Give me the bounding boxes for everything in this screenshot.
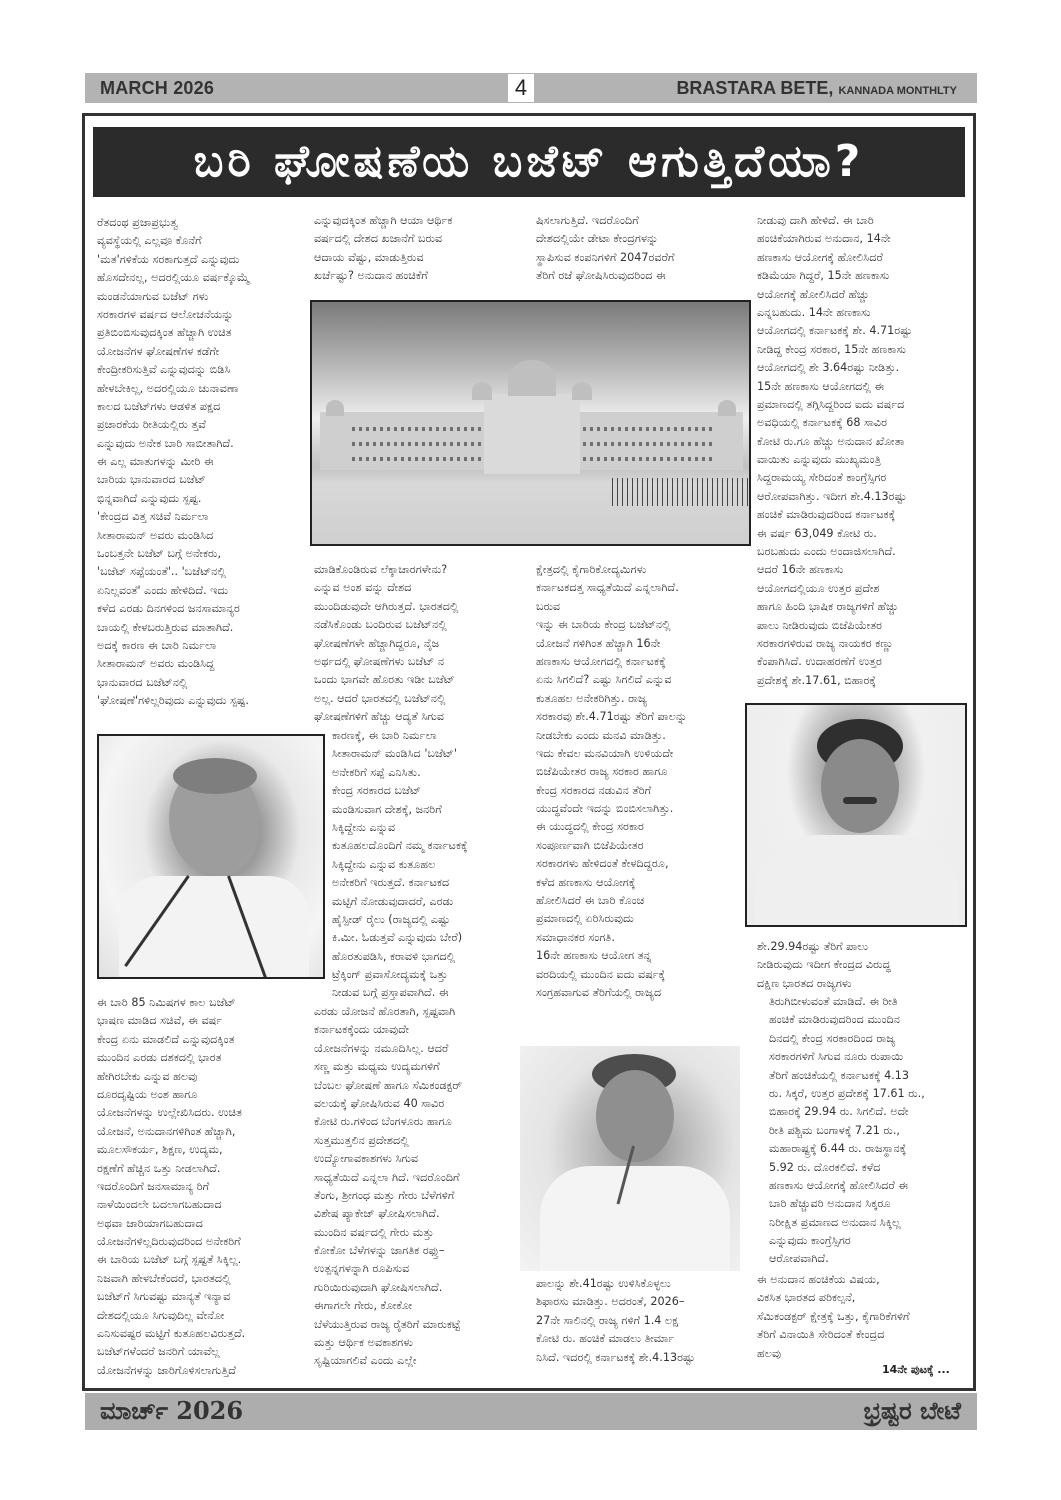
footer-date: ಮಾರ್ಚ್ 2026 <box>100 1396 244 1425</box>
text-line: ಎರಡು ಯೋಜನೆ ಹೊರತಾಗಿ, ಸ್ಪಷ್ಟವಾಗಿ <box>314 1005 456 1018</box>
text-line: ಇದು ಕೇವಲ ಮನವಿಯಾಗಿ ಉಳಿಯದೇ <box>536 746 674 760</box>
text-line: ಬಾರಿ ಹೆಚ್ಚುವರಿ ಅನುದಾನ ಸಿಕ್ಕರೂ <box>769 1197 891 1211</box>
text-line: ಕೇಂದ್ರ ಸರಕಾರದ ಬಜೆಟ್ <box>332 784 421 798</box>
hair-shape <box>173 758 257 794</box>
text-line: ಘೋಷಣೆಗಳಿಗೆ ಹೆಚ್ಚು ಆದ್ಯತೆ ಸಿಗುವ <box>314 710 445 724</box>
text-line: ರು. ಸಿಕ್ಕರೆ, ಉತ್ತರ ಪ್ರದೇಶಕ್ಕೆ 17.61 ರು., <box>769 1086 925 1100</box>
text-line: ಹಣಕಾಸು ಆಯೋಗದಲ್ಲಿ ಕರ್ನಾಟಕಕ್ಕೆ <box>536 654 666 668</box>
text-line: ದೇಶದಲ್ಲಿಯೇ ಡೇಟಾ ಕೇಂದ್ರಗಳನ್ನು <box>536 232 659 246</box>
text-line: ಸೀತಾರಾಮನ್ ಮಂಡಿಸಿದ 'ಬಜೆಟ್' <box>332 747 457 761</box>
text-line: ಭಿನ್ನವಾಗಿದೆ ಎನ್ನುವುದು ಸ್ಪಷ್ಟ. <box>97 491 202 505</box>
chief-minister-photo <box>97 734 325 979</box>
text-line: ಬಾರಿಯ ಭಾನುವಾರದ ಬಜೆಟ್ <box>97 473 206 487</box>
text-line: ಬೆಳೆಯುತ್ತಿರುವ ರಾಜ್ಯ ರೈತರಿಗೆ ಮಾರುಕಟ್ಟೆ <box>314 1317 461 1331</box>
text-line: ಈ ಬಾರಿ 85 ನಿಮಿಷಗಳ ಕಾಲ ಬಜೆಟ್ <box>97 996 236 1009</box>
text-line: ಅದಕ್ಕೆ ಕಾರಣ ಈ ಬಾರಿ ನಿರ್ಮಲಾ <box>97 638 217 652</box>
text-line: ನಡೆಸಿಕೊಂಡು ಬಂದಿರುವ ಬಜೆಟ್‌ನಲ್ಲಿ <box>314 618 447 632</box>
text-line: ವ್ಯವಸ್ಥೆಯಲ್ಲಿ ಎಲ್ಲವೂ ಕೊನೆಗೆ <box>97 234 202 248</box>
issue-date: MARCH 2026 <box>100 78 215 98</box>
text-line: ಕೋಕೋ ಬೆಳೆಗಳನ್ನು ಜಾಗತಿಕ ರಫ್ತು– <box>314 1244 445 1258</box>
text-line: ರಕ್ಷಣೆಗೆ ಹೆಚ್ಚಿನ ಒತ್ತು ನೀಡಲಾಗಿದೆ. <box>97 1161 221 1175</box>
text-line: ಪ್ರತಿಬಿಂಬಿಸುವುದಕ್ಕಿಂತ ಹೆಚ್ಚಾಗಿ ಉಚಿತ <box>97 326 232 340</box>
text-line: ನಿರೀಕ್ಷಿತ ಪ್ರಮಾಣದ ಅನುದಾನ ಸಿಕ್ಕಿಲ್ಲ <box>769 1215 901 1229</box>
text-line: ಈಗಾಗಲೇ ಗೇರು, ಕೋಕೋ <box>314 1299 413 1313</box>
column-1-bottom-text <box>97 994 245 1380</box>
text-line: ಆಯೋಗದಲ್ಲಿಯೂ ಉತ್ತರ ಪ್ರದೇಶ <box>757 581 880 595</box>
text-line: ಏನು ಸಿಗಲಿದೆ? ಎಷ್ಟು ಸಿಗಲಿದೆ ಎನ್ನುವ <box>536 673 672 687</box>
text-line: ವಿಶೇಷ ಪ್ಯಾಕೇಜ್ ಘೋಷಿಸಲಾಗಿದೆ. <box>314 1207 440 1221</box>
text-line: ಸೀತಾರಾಮನ್ ಅವರು ಮಂಡಿಸಿದ <box>97 528 214 542</box>
text-line: ಕೋಟಿ ರು.ಗೂ ಹೆಚ್ಚು ಅನುದಾನ ಖೋತಾ <box>757 434 905 448</box>
text-line: ಭಾಷಣ ಮಾಡಿದ ಸಚಿವೆ, ಈ ವರ್ಷ <box>97 1014 223 1028</box>
text-line: ಯುದ್ಧವೆಂದೇ ಇದನ್ನು ಬಿಂಬಿಸಲಾಗಿತ್ತು. <box>536 802 674 816</box>
text-line: ಟ್ರೆಕ್ಕಿಂಗ್ ಪ್ರವಾಸೋದ್ಯಮಕ್ಕೆ ಒತ್ತು <box>332 968 448 982</box>
text-line: ಗುರಿಯಿರುವುದಾಗಿ ಘೋಷಿಸಲಾಗಿದೆ. <box>314 1280 443 1294</box>
text-line: ತೆರಿಗೆ ಹಂಚಿಕೆಯಲ್ಲಿ ಕರ್ನಾಟಕಕ್ಕೆ 4.13 <box>769 1068 910 1082</box>
text-line: ಹಣಕಾಸು ಆಯೋಗಕ್ಕೆ ಹೋಲಿಸಿದರೆ ಈ <box>769 1178 909 1192</box>
text-line: ಬರುವ <box>536 599 561 613</box>
text-line: ಯೋಜನೆಗಳ ಘೋಷಣೆಗಳ ಕಡೆಗೇ <box>97 344 220 358</box>
text-line: ಅಥವಾ ಜಾರಿಯಾಗಬಹುದಾದ <box>97 1216 203 1230</box>
text-line: ಕಿ.ಮೀ. ಓಡುತ್ತವೆ ಎನ್ನುವುದು ಬೇರೆ) <box>332 931 463 945</box>
text-line: ದಕ್ಷಿಣ ಭಾರತದ ರಾಜ್ಯಗಳು <box>757 976 852 990</box>
text-line: ಹೈಸ್ಪೀಡ್ ರೈಲು (ರಾಜ್ಯದಲ್ಲಿ ಎಷ್ಟು <box>332 912 450 926</box>
footer-publication: ಭ್ರಷ್ಟರ ಬೇಟೆ <box>863 1396 961 1425</box>
text-line: ಆದಾಯ ವೆಷ್ಟು, ಮಾಡುತ್ತಿರುವ <box>314 250 424 264</box>
text-line: ಸಂಪೂರ್ಣವಾಗಿ ಬಿಜೆಪಿಯೇತರ <box>536 838 644 852</box>
text-line: ವರದಿಯಲ್ಲಿ ಮುಂದಿನ ಐದು ವರ್ಷಕ್ಕೆ <box>536 967 666 981</box>
central-portico <box>484 394 580 474</box>
text-line: ಸಾಧ್ಯತೆಯಿದೆ ಎನ್ನಲಾ ಗಿದೆ. ಇದರೊಂದಿಗೆ <box>314 1170 460 1184</box>
text-line: ಎನ್ನಬಹುದು. 14ನೇ ಹಣಕಾಸು <box>757 305 871 319</box>
article-headline: ಬರಿ ಘೋಷಣೆಯ ಬಜೆಟ್ ಆಗುತ್ತಿದೆಯಾ? <box>93 127 965 197</box>
text-line: ತಿರುಗಿಬೀಳುವಂತೆ ಮಾಡಿದೆ. ಈ ರೀತಿ <box>769 995 898 1008</box>
text-line: ಈ ಎಲ್ಲ ಮಾತುಗಳನ್ನು ಮೀರಿ ಈ <box>97 455 214 469</box>
text-line: ಕೋಟಿ ರು.ಗಳಿಂದ ಬೆಂಗಳೂರು ಹಾಗೂ <box>314 1115 452 1129</box>
central-dome <box>508 360 556 396</box>
text-line: ಕಾರಣಕ್ಕೆ, ಈ ಬಾರಿ ನಿರ್ಮಲಾ <box>332 729 437 742</box>
side-dome <box>572 382 592 400</box>
text-line: ಹಣಕಾಸು ಆಯೋಗಕ್ಕೆ ಹೋಲಿಸಿದರೆ <box>757 250 883 264</box>
text-line: ಬಿಹಾರಕ್ಕೆ 29.94 ರು. ಸಿಗಲಿದೆ. ಅದೇ <box>769 1105 909 1119</box>
text-line: ಆರೋಪವಾಗಿತ್ತು. ಇದೀಗ ಶೇ.4.13ರಷ್ಟು <box>757 489 907 503</box>
text-line: ಒಂಬತ್ತನೇ ಬಜೆಟ್ ಬಗ್ಗೆ ಅನೇಕರು, <box>97 547 222 561</box>
column-3-bottom-text <box>536 1275 695 1367</box>
text-line: ಆರೋಪವಾಗಿದೆ. <box>769 1252 829 1266</box>
text-line: ಹೇಳಬೇಕಿಲ್ಲ, ಅದರಲ್ಲಿಯೂ ಚುನಾವಣಾ <box>97 381 239 395</box>
text-line: ಹೊಸದೇನಲ್ಲ, ಅದರಲ್ಲಿಯೂ ವರ್ಷಕ್ಕೊಮ್ಮೆ <box>97 271 250 285</box>
text-line: ಹಲವು <box>757 1346 782 1360</box>
text-line: ಕೇಂದ್ರ ಏನು ಮಾಡಲಿದೆ ಎನ್ನುವುದಕ್ಕಿಂತ <box>97 1032 235 1046</box>
text-line: ಏನಿಲ್ಲವಂತೆ' ಎಂದು ಹೇಳಿದಿದೆ. ಇದು <box>97 583 229 597</box>
text-line: ಎನ್ನುವುದು ಕಾಂಗ್ರೆಸ್ಸಿಗರ <box>769 1234 851 1248</box>
text-line: ಕ್ಷೇತ್ರದಲ್ಲಿ ಕೈಗಾರಿಕೋದ್ಯಮಿಗಳು <box>536 563 647 576</box>
text-line: ಎನ್ನುವ ಅಂಶ ವನ್ನು ದೇಶದ <box>314 581 412 595</box>
text-line: ಸಣ್ಣ ಮತ್ತು ಮಧ್ಯಮ ಉದ್ಯಮಗಳಿಗೆ <box>314 1060 440 1074</box>
text-line: ಮಟ್ಟಿಗೆ ನೋಡುವುದಾದರೆ, ಎರಡು <box>332 894 454 908</box>
text-line: ಕಳೆದ ಹಣಕಾಸು ಆಯೋಗಕ್ಕೆ <box>536 875 636 889</box>
text-line: ಘೋಷಣೆಗಳೇ ಹೆಚ್ಚಾಗಿದ್ದರೂ, ನೈಜ <box>314 636 440 650</box>
text-line: ಸೃಷ್ಟಿಯಾಗಲಿವೆ ಎಂದು ಎಲ್ಲೇ <box>314 1354 417 1368</box>
text-line: ಪಾಲನ್ನು ಶೇ.41ರಷ್ಟು ಉಳಿಸಿಕೊಳ್ಳಲು <box>536 1277 671 1290</box>
text-line: ಆದರೆ 16ನೇ ಹಣಕಾಸು <box>757 563 844 577</box>
text-line: 16ನೇ ಹಣಕಾಸು ಆಯೋಗ ತನ್ನ <box>536 949 652 963</box>
text-line: ಬೆಂಬಲ ಘೋಷಣೆ ಹಾಗೂ ಸೆಮಿಕಂಡಕ್ಟರ್ <box>314 1078 462 1092</box>
text-line: ಸರಕಾರಗಳು ಹೇಳಿದಂತೆ ಕೇಳದಿದ್ದರೂ, <box>536 857 669 871</box>
text-line: ಎನಿಸುವಷ್ಟರ ಮಟ್ಟಿಗೆ ಕುತೂಹಲವಿರುತ್ತದೆ. <box>97 1327 246 1341</box>
text-line: ಯೋಜನೆಗಳನ್ನು ಜಾರಿಗೊಳಿಸಲಾಗುತ್ತಿದೆ <box>97 1363 236 1377</box>
text-line: ತೆಂಗು, ಶ್ರೀಗಂಧ ಮತ್ತು ಗೇರು ಬೆಳೆಗಳಿಗೆ <box>314 1188 455 1202</box>
text-line: ಆಯೋಗದಲ್ಲಿ ಕರ್ನಾಟಕಕ್ಕೆ ಶೇ. 4.71ರಷ್ಟು <box>757 324 913 338</box>
column-3-mid-text <box>536 561 687 1002</box>
text-line: ಕುತೂಹಲ ಅನೇಕರಿಗಿತ್ತು. ರಾಜ್ಯ <box>536 691 648 705</box>
text-line: ಯೋಜನೆಗಳನ್ನು ನಮೂದಿಸಿಲ್ಲ. ಆದರೆ <box>314 1041 449 1055</box>
text-line: ಕಡಿಮೆಯಾ ಗಿದ್ದರೆ, 15ನೇ ಹಣಕಾಸು <box>757 269 890 283</box>
text-line: ಈ ಅನುದಾನ ಹಂಚಿಕೆಯ ವಿಷಯ, <box>757 1273 880 1286</box>
publication-name <box>676 78 957 99</box>
text-line: 5.92 ರು. ದೊರಕಲಿದೆ. ಕಳೆದ <box>769 1160 881 1174</box>
text-line: ಕಾಲದ ಬಜೆಟ್‌ಗಳು ಆಡಳಿತ ಪಕ್ಷದ <box>97 399 221 413</box>
text-line: ಕೇಂದ್ರ ಸರಕಾರದ ನಡುವಿನ ತೆರಿಗೆ <box>536 783 652 797</box>
column-2-indented-text <box>332 727 468 1003</box>
text-line: ಸ್ಥಾಪಿಸುವ ಕಂಪನಿಗಳಿಗೆ 2047ರವರೆಗೆ <box>536 250 675 264</box>
text-line: ವಾಯಿತು ಎನ್ನುವುದು ಮುಖ್ಯಮಂತ್ರಿ <box>757 453 881 467</box>
text-line: ಎನ್ನುವುದಕ್ಕಿಂತ ಹೆಚ್ಚಾಗಿ ಆಯಾ ಆರ್ಥಿಕ <box>314 214 453 227</box>
column-2-bottom-text <box>314 1003 462 1371</box>
text-line: ಶೇ.29.94ರಷ್ಟು ತೆರಿಗೆ ಪಾಲು <box>757 940 869 953</box>
text-line: ಸೆಮಿಕಂಡಕ್ಟರ್ ಕ್ಷೇತ್ರಕ್ಕೆ ಒತ್ತು, ಕೈಗಾರಿಕೆಗಳಿಗೆ <box>757 1309 910 1323</box>
continued-on-page: 14ನೇ ಪುಟಕ್ಕೆ ... <box>882 1363 950 1376</box>
text-line: ಈ ವರ್ಷ 63,049 ಕೋಟಿ ರು. <box>757 526 877 540</box>
text-line: ರೀತಿ ಪಶ್ಚಿಮ ಬಂಗಾಳಕ್ಕೆ 7.21 ರು., <box>769 1123 900 1137</box>
body-shape <box>540 1166 730 1271</box>
column-4-top-text <box>757 212 912 690</box>
text-line: ಸರಕಾರಗಳಿಗೆ ಸಿಗುವ ನೂರು ರುಪಾಯಿ <box>769 1050 904 1064</box>
page-number: 4 <box>508 74 534 102</box>
text-line: ಅಲ್ಲ. ಆದರೆ ಭಾರತದಲ್ಲಿ ಬಜೆಟ್‌ನಲ್ಲಿ <box>314 691 446 705</box>
text-line: 'ಮತ'ಗಳಿಕೆಯ ಸರಕಾಗುತ್ತದೆ ಎನ್ನುವುದು <box>97 252 240 266</box>
text-line: ಸರಕಾರಗಳಿರುವ ರಾಜ್ಯ ನಾಯಕರ ಕಣ್ಣು <box>757 636 894 650</box>
text-line: ಬಾಯಲ್ಲಿ ಕೇಳಬರುತ್ತಿರುವ ಮಾತಾಗಿದೆ. <box>97 620 234 634</box>
text-line: ಹಾಗೂ ಹಿಂದಿ ಭಾಷಿಕ ರಾಜ್ಯಗಳಿಗೆ ಹೆಚ್ಚು <box>757 600 899 614</box>
text-line: ಎನ್ನುವುದು ಅನೇಕ ಬಾರಿ ಸಾಬೀತಾಗಿದೆ. <box>97 436 234 450</box>
text-line: 27ನೇ ಸಾಲಿನಲ್ಲಿ ರಾಜ್ಯ ಗಳಿಗೆ 1.4 ಲಕ್ಷ <box>536 1313 679 1327</box>
text-line: ಇನ್ನು ಈ ಬಾರಿಯ ಕೇಂದ್ರ ಬಜೆಟ್‌ನಲ್ಲಿ <box>536 618 671 632</box>
text-line: ವಿಕಸಿತ ಭಾರತದ ಪರಿಕಲ್ಪನೆ, <box>757 1291 856 1305</box>
minister-portrait-photo <box>745 703 967 927</box>
text-line: ಮುಂದಿಡುವುದೇ ಆಗಿರುತ್ತದೆ. ಭಾರತದಲ್ಲಿ <box>314 599 459 613</box>
text-line: ಬಜೆಟ್‌ಗಳೆಂದರೆ ಜನರಿಗೆ ಯಾವೆಲ್ಲ <box>97 1345 220 1359</box>
text-line: ಮಂಡಿಸುವಾಗ ದೇಶಕ್ಕೆ, ಜನರಿಗೆ <box>332 802 442 816</box>
text-line: ಯೋಜನೆಗಳನ್ನು ಉಲ್ಲೇಖಿಸಿದರು. ಉಚಿತ <box>97 1106 242 1120</box>
text-line: ಸಿಕ್ಕಿದ್ದೇನು ಎನ್ನುವ <box>332 820 396 834</box>
column-4-bottom-text <box>757 1271 910 1363</box>
text-line: ಷಿಸಲಾಗುತ್ತಿದೆ. ಇದರೊಂದಿಗೆ <box>536 214 639 227</box>
text-line: 'ಕೇಂದ್ರದ ವಿತ್ತ ಸಚಿವೆ ನಿರ್ಮಲಾ <box>97 510 209 524</box>
column-4-mid-text <box>757 938 891 993</box>
text-line: 'ಬಜೆಟ್ ಸಪ್ಪೆಯಂತೆ'.. 'ಬಜೆಟ್‌ನಲ್ಲಿ <box>97 565 226 579</box>
face-shape <box>596 1070 674 1162</box>
publication-subtitle: KANNADA MONTHLTY <box>838 85 957 97</box>
text-line: ನೀಡುವ ಬಗ್ಗೆ ಪ್ರಸ್ತಾಪವಾಗಿದೆ. ಈ <box>332 986 449 1000</box>
text-line: ವರ್ಷದಲ್ಲಿ ದೇಶದ ಖಜಾನೆಗೆ ಬರುವ <box>314 232 443 246</box>
text-line: ಮಹಾರಾಷ್ಟ್ರಕ್ಕೆ 6.44 ರು. ರಾಜಸ್ಥಾನಕ್ಕೆ <box>769 1142 907 1156</box>
text-line: ಸುತ್ತಮುತ್ತಲಿನ ಪ್ರದೇಶದಲ್ಲಿ <box>314 1133 409 1147</box>
text-line: ಹಂಚಿಕೆ ಮಾಡಿರುವುದರಿಂದ ಮುಂದಿನ <box>769 1013 900 1027</box>
text-line: ಸರಕಾರವು ಶೇ.4.71ರಷ್ಟು ತೆರಿಗೆ ಪಾಲನ್ನು <box>536 710 688 724</box>
body-shape <box>119 876 309 979</box>
text-line: ಒಂದು ಭಾಗವೇ ಹೊರತು ಇಡೀ ಬಜೆಟ್ <box>314 673 455 687</box>
text-line: ಬಜೆಟ್‌ಗೆ ಸಿಗುವಷ್ಟು ಮಾನ್ಯತೆ ಇನ್ಯಾವ <box>97 1290 231 1304</box>
text-line: ಹಂಚಿಕೆಯಾಗಿರುವ ಅನುದಾನ, 14ನೇ <box>757 232 891 246</box>
text-line: ತೆರಿಗೆ ವಿನಾಯಿತಿ ಸೇರಿದಂತೆ ಕೇಂದ್ರದ <box>757 1328 885 1342</box>
text-line: ಕೇಂದ್ರೀಕರಿಸುತ್ತಿವೆ ಎನ್ನುವುದನ್ನು ಬಿಡಿಸಿ <box>97 363 231 377</box>
text-line: ಸರಕಾರಗಳ ವರ್ಷದ ಆಲೋಚನೆಯನ್ನು <box>97 307 234 321</box>
text-line: ಹೋಲಿಸಿದರೆ ಈ ಬಾರಿ ಕೊಂಚ <box>536 894 645 908</box>
text-line: ಆಯೋಗಕ್ಕೆ ಹೋಲಿಸಿದರೆ ಹೆಚ್ಚು <box>757 287 870 301</box>
corner-dome <box>718 400 736 416</box>
text-line: ನಿಜವಾಗಿ ಹೇಳಬೇಕೆಂದರೆ, ಭಾರತದಲ್ಲಿ <box>97 1271 231 1285</box>
text-line: ಅನೇಕರಿಗೆ ಸಪ್ಪೆ ಎನಿಸಿತು. <box>332 765 421 779</box>
text-line: ಕೋಟಿ ರು. ಹಂಚಿಕೆ ಮಾಡಲು ತೀರ್ಮಾ <box>536 1332 675 1346</box>
text-line: ಹಂಚಿಕೆ ಮಾಡಿರುವುದರಿಂದ ಕರ್ನಾಟಕಕ್ಕೆ <box>757 508 896 522</box>
text-line: ತೆರಿಗೆ ರಜೆ ಘೋಷಿಸಿರುವುದರಿಂದ ಈ <box>536 269 666 283</box>
text-line: ದೇಶದಲ್ಲಿಯೂ ಸಿಗುವುದಿಲ್ಲ ವೇನೋ <box>97 1308 225 1322</box>
text-line: ಸೀತಾರಾಮನ್ ಅವರು ಮಂಡಿಸಿದ್ದ <box>97 657 215 671</box>
text-line: ನಾಳೆಯಿಂದಲೇ ಬದಲಾಗಬಹುದಾದ <box>97 1198 222 1212</box>
text-line: ಅರ್ಥದಲ್ಲಿ ಘೋಷಣೆಗಳು ಬಜೆಟ್ ನ <box>314 654 445 668</box>
text-line: 15ನೇ ಹಣಕಾಸು ಆಯೋಗದಲ್ಲಿ ಈ <box>757 379 885 393</box>
text-line: ಉತ್ಪನ್ನಗಳನ್ನಾಗಿ ರೂಪಿಸುವ <box>314 1262 410 1276</box>
text-line: ಪ್ರಚಾರಕೆಯ ರೀತಿಯಲ್ಲಿರು ತ್ತವೆ <box>97 418 206 432</box>
text-line: ಸಮಾಧಾನಕರ ಸಂಗತಿ. <box>536 930 615 944</box>
text-line: ಕರ್ನಾಟಕಕ್ಕೆಂದು ಯಾವುದೇ <box>314 1023 410 1037</box>
text-line: ದೂರದೃಷ್ಟಿಯ ಅಂಶ ಹಾಗೂ <box>97 1087 198 1101</box>
text-line: ಹೇಗಿರಬೇಕು ಎನ್ನುವ ಹಲವು <box>97 1069 198 1083</box>
text-line: ಮುಂದಿನ ವರ್ಷದಲ್ಲಿ ಗೇರು ಮತ್ತು <box>314 1225 434 1239</box>
vidhana-soudha-photo <box>310 300 751 546</box>
text-line: ಪಾಲು ನೀಡಿರುವುದು ಬಿಜೆಪಿಯೇತರ <box>757 618 883 632</box>
text-line: ಕರ್ನಾಟಕದತ್ತ ಸಾಧ್ಯತೆಯಿದೆ ಎನ್ನಲಾಗಿದೆ. <box>536 581 679 595</box>
text-line: ಶಿಫಾರಸು ಮಾಡಿತ್ತು. ಅದರಂತೆ, 2026– <box>536 1295 685 1309</box>
moustache-shape <box>843 797 877 804</box>
column-1-top-text <box>97 214 250 711</box>
text-line: ಪ್ರಮಾಣದಲ್ಲಿ ತಗ್ಗಿಸಿದ್ದರಿಂದ ಐದು ವರ್ಷದ <box>757 397 905 411</box>
text-line: ಆಯೋಗದಲ್ಲಿ ಶೇ 3.64ರಷ್ಟು ನೀಡಿತ್ತು. <box>757 361 900 375</box>
text-line: ನೀಡುವು ದಾಗಿ ಹೇಳಿದೆ. ಈ ಬಾರಿ <box>757 214 874 227</box>
text-line: ಈ ಯುದ್ಧದಲ್ಲಿ ಕೇಂದ್ರ ಸರಕಾರ <box>536 820 644 834</box>
fence <box>612 478 751 506</box>
text-line: ಬಿಜೆಪಿಯೇತರ ರಾಜ್ಯ ಸರಕಾರ ಹಾಗೂ <box>536 765 668 779</box>
text-line: ಮತ್ತು ಆರ್ಥಿಕ ಅವಕಾಶಗಳು <box>314 1336 413 1350</box>
text-line: ಸಿದ್ದರಾಮಯ್ಯ ಸೇರಿದಂತೆ ಕಾಂಗ್ರೆಸ್ಸಿಗರ <box>757 471 887 485</box>
text-line: ಈ ಬಾರಿಯ ಬಜೆಟ್ ಬಗ್ಗೆ ಸ್ಪಷ್ಟತೆ ಸಿಕ್ಕಿಲ್ಲ. <box>97 1253 242 1267</box>
text-line: ಮೂಲಸೌಕರ್ಯ, ಶಿಕ್ಷಣ, ಉದ್ಯಮ, <box>97 1143 223 1157</box>
text-line: ಪ್ರಮಾಣದಲ್ಲಿ ಏರಿಸಿರುವುದು <box>536 912 634 926</box>
column-4-indented-text <box>769 993 925 1269</box>
text-line: ಮಾಡಿಕೊಂಡಿರುವ ಲೆಕ್ಕಾಚಾರಗಳೇನು? <box>314 563 448 576</box>
column-2-mid-text <box>314 561 458 727</box>
text-line: ಸಿಕ್ಕಿದ್ದೇನು ಎನ್ನುವ ಕುತೂಹಲ <box>332 857 436 871</box>
text-line: ಮುಂದಿನ ಎರಡು ದಶಕದಲ್ಲಿ ಭಾರತ <box>97 1051 222 1065</box>
publication-title: BRASTARA BETE, <box>676 78 834 98</box>
text-line: 'ಘೋಷಣೆ'ಗಳಿಲ್ಲರಿವುದು ಎನ್ನುವುದು ಸ್ಪಷ್ಟ. <box>97 694 249 708</box>
text-line: ಕಳೆದ ಎರಡು ದಿನಗಳಿಂದ ಜನಸಾಮಾನ್ಯರ <box>97 602 240 616</box>
column-3-top-text <box>536 212 674 286</box>
text-line: ಕುತೂಹಲದೊಂದಿಗೆ ನಮ್ಮ ಕರ್ನಾಟಕಕ್ಕೆ <box>332 839 468 853</box>
body-shape <box>755 835 959 927</box>
text-line: ನೀಡಿದ್ದ ಕೇಂದ್ರ ಸರಕಾರ, 15ನೇ ಹಣಕಾಸು <box>757 342 906 356</box>
text-line: ನೀಡಿರುವುದು ಇದೀಗ ಕೇಂದ್ರದ ವಿರುದ್ಧ <box>757 958 891 972</box>
text-line: ನಿಸಿದೆ. ಇದರಲ್ಲಿ ಕರ್ನಾಟಕಕ್ಕೆ ಶೇ.4.13ರಷ್ಟು <box>536 1350 695 1364</box>
text-line: ವಲಯಕ್ಕೆ ಘೋಷಿಸಿರುವ 40 ಸಾವಿರ <box>314 1096 445 1110</box>
column-2-top-text <box>314 212 452 286</box>
text-line: ಬರಬಹುದು ಎಂದು ಅಂದಾಜಿಸಲಾಗಿದೆ. <box>757 545 896 559</box>
text-line: ಪ್ರದೇಶಕ್ಕೆ ಶೇ.17.61, ಬಿಹಾರಕ್ಕೆ <box>757 673 876 687</box>
text-line: ಹೊರತುಪಡಿಸಿ, ಕರಾವಳಿ ಭಾಗದಲ್ಲಿ <box>332 949 456 963</box>
text-line: ಕೆಂಪಾಗಿಸಿದೆ. ಉದಾಹರಣೆಗೆ ಉತ್ತರ <box>757 655 882 669</box>
text-line: ಅವಧಿಯಲ್ಲಿ ಕರ್ನಾಟಕಕ್ಕೆ 68 ಸಾವಿರ <box>757 416 888 430</box>
text-line: ರೆತದಂಥ ಪ್ರಜಾಪ್ರಭುತ್ವ <box>97 216 179 229</box>
text-line: ಭಾನುವಾರದ ಬಜೆಟ್‌ನಲ್ಲಿ <box>97 675 188 689</box>
text-line: ಉದ್ಯೋಗಾವಕಾಶಗಳು ಸಿಗುವ <box>314 1152 419 1166</box>
text-line: ನೀಡಬೇಕು ಎಂದು ಮನವಿ ಮಾಡಿತ್ತು. <box>536 728 666 742</box>
text-line: ಸಂಗ್ರಹವಾಗುವ ತೆರಿಗೆಯಲ್ಲಿ ರಾಜ್ಯದ <box>536 985 662 999</box>
text-line: ದಿನದಲ್ಲಿ ಕೇಂದ್ರ ಸರಕಾರದಿಂದ ರಾಜ್ಯ <box>769 1031 896 1045</box>
text-line: ಯೋಜನೆ ಗಳಿಗಿಂತ ಹೆಚ್ಚಾಗಿ 16ನೇ <box>536 636 661 650</box>
side-dome <box>472 382 492 400</box>
text-line: ಮಂಡನೆಯಾಗುವ ಬಜೆಟ್ ಗಳು <box>97 289 209 303</box>
dk-shivakumar-photo <box>520 1046 740 1271</box>
face-shape <box>821 739 899 833</box>
corner-dome <box>326 400 344 416</box>
text-line: ಇದರೊಂದಿಗೆ ಜನಸಾಮಾನ್ಯ ರಿಗೆ <box>97 1179 210 1193</box>
text-line: ಯೋಜನೆ, ಅನುದಾನಗಳಿಗಿಂತ ಹೆಚ್ಚಾಗಿ, <box>97 1124 236 1138</box>
text-line: ಅನೇಕರಿಗೆ ಇರುತ್ತದೆ. ಕರ್ನಾಟಕದ <box>332 876 450 890</box>
text-line: ಖರ್ಚೆಷ್ಟು? ಅನುದಾನ ಹಂಚಿಕೆಗೆ <box>314 269 428 283</box>
text-line: ಯೋಜನೆಗಳಿಲ್ಲದಿರುವುದರಿಂದ ಅನೇಕರಿಗೆ <box>97 1235 241 1249</box>
